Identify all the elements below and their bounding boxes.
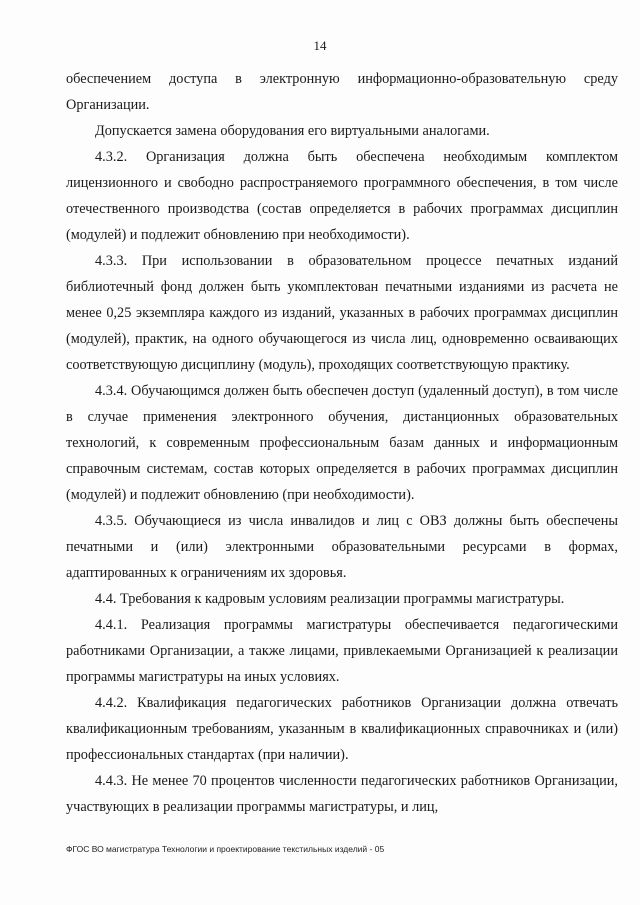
page-number: 14: [313, 38, 327, 53]
paragraph-4-4-1: 4.4.1. Реализация программы магистратуры обеспечивается педагогическими работниками Организации, а также лицами, привлекаемыми Организацией к реализации программы магистратуры на иных условиях.: [66, 617, 618, 685]
paragraph-continuation: обеспечением доступа в электронную информационно-образовательную среду Организации.: [66, 71, 618, 113]
paragraph-4-4-2: 4.4.2. Квалификация педагогических работников Организации должна отвечать квалификационным требованиям, указанным в квалификационных справочниках и (или) профессиональных стандартах (при наличии).: [66, 695, 618, 763]
paragraph-4-4: 4.4. Требования к кадровым условиям реализации программы магистратуры.: [95, 591, 565, 607]
page-footer: ФГОС ВО магистратура Технологии и проектирование текстильных изделий - 05: [66, 844, 385, 854]
paragraph-4-4-3: 4.4.3. Не менее 70 процентов численности педагогических работников Организации, участвующих в реализации программы магистратуры, и лиц,: [66, 773, 618, 815]
paragraph-4-3-2: 4.3.2. Организация должна быть обеспечена необходимым комплектом лицензионного и свободно распространяемого программного обеспечения, в том числе отечественного производства (состав определяется в рабочих программах дисциплин (модулей) и подлежит обновлению при необходимости).: [66, 149, 618, 243]
paragraph-4-3-4: 4.3.4. Обучающимся должен быть обеспечен доступ (удаленный доступ), в том числе в случае применения электронного обучения, дистанционных образовательных технологий, к современным профессиональным базам данных и информационным справочным системам, состав которых определяется в рабочих программах дисциплин (модулей) и подлежит обновлению (при необходимости).: [66, 383, 618, 503]
paragraph-4-3-3: 4.3.3. При использовании в образовательном процессе печатных изданий библиотечный фонд должен быть укомплектован печатными изданиями из расчета не менее 0,25 экземпляра каждого из изданий, указанных в рабочих программах дисциплин (модулей), практик, на одного обучающегося из числа лиц, одновременно осваивающих соответствующую дисциплину (модуль), проходящих соответствующую практику.: [66, 253, 618, 373]
document-body: [66, 66, 618, 820]
paragraph-equipment-replacement: Допускается замена оборудования его виртуальными аналогами.: [95, 123, 490, 139]
paragraph-4-3-5: 4.3.5. Обучающиеся из числа инвалидов и лиц с ОВЗ должны быть обеспечены печатными и (или) электронными образовательными ресурсами в формах, адаптированных к ограничениям их здоровья.: [66, 513, 618, 581]
